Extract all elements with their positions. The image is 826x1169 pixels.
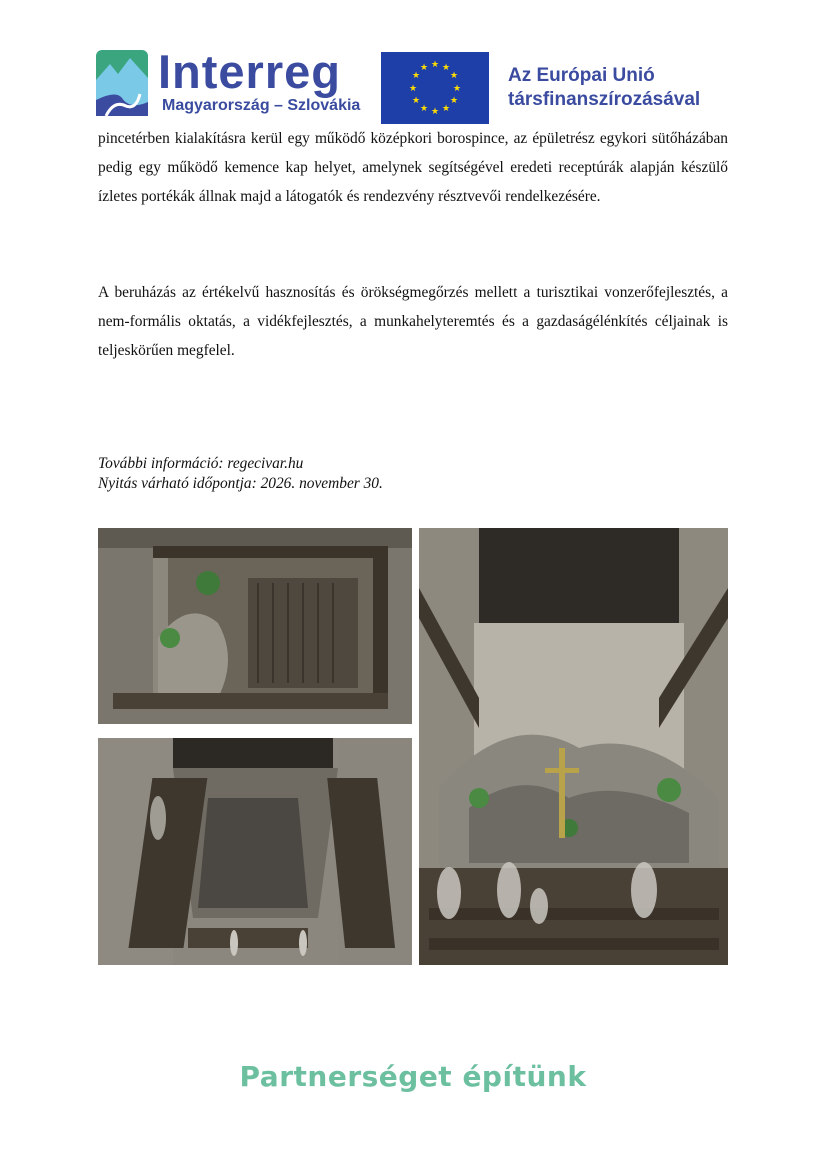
render-image-chapel: [419, 528, 728, 965]
eu-line-1: Az Európai Unió: [508, 65, 655, 86]
svg-text:★: ★: [449, 71, 459, 81]
opening-date-line: Nyitás várható időpontja: 2026. november 30.: [98, 475, 383, 492]
render-image-top-view: [98, 528, 412, 724]
svg-text:★: ★: [411, 71, 421, 81]
footer-slogan: Partnerséget építünk: [239, 1060, 587, 1093]
paragraph-2: A beruházás az értékelvű hasznosítás és örökségmegőrzés mellett a turisztikai vonzerőfejlesztés, a nem-formális oktatás, a vidékfejlesztés, a munkahelyteremtés és a gazdaságélénkítés céljainak is teljeskörűen megfelel.: [98, 284, 728, 359]
program-region: Magyarország – Szlovákia: [162, 97, 361, 114]
svg-text:★: ★: [419, 63, 429, 73]
svg-text:★: ★: [441, 63, 451, 73]
svg-text:★: ★: [430, 107, 440, 117]
interreg-logo-icon: [96, 50, 148, 116]
render-image-interior: [98, 738, 412, 965]
header: [96, 44, 736, 122]
eu-flag-icon: [381, 52, 489, 124]
svg-text:★: ★: [419, 104, 429, 114]
eu-line-2: társfinanszírozásával: [508, 89, 701, 110]
svg-text:★: ★: [449, 96, 459, 106]
svg-text:★: ★: [452, 84, 462, 94]
svg-text:★: ★: [430, 60, 440, 70]
svg-text:★: ★: [411, 96, 421, 106]
eu-cofinancing-text: [508, 64, 700, 112]
program-name: Interreg: [158, 45, 341, 98]
paragraph-1: pincetérben kialakításra kerül egy működő középkori borospince, az épületrész egykori sütőházában pedig egy működő kemence kap helyet, amelynek segítségével eredeti receptúrák alapján készülő ízletes portékák állnak majd a látogatók és rendezvény résztvevői rendelkezésére.: [98, 130, 728, 205]
svg-text:★: ★: [408, 84, 418, 94]
info-line: További információ: regecivar.hu: [98, 455, 304, 472]
svg-text:★: ★: [441, 104, 451, 114]
